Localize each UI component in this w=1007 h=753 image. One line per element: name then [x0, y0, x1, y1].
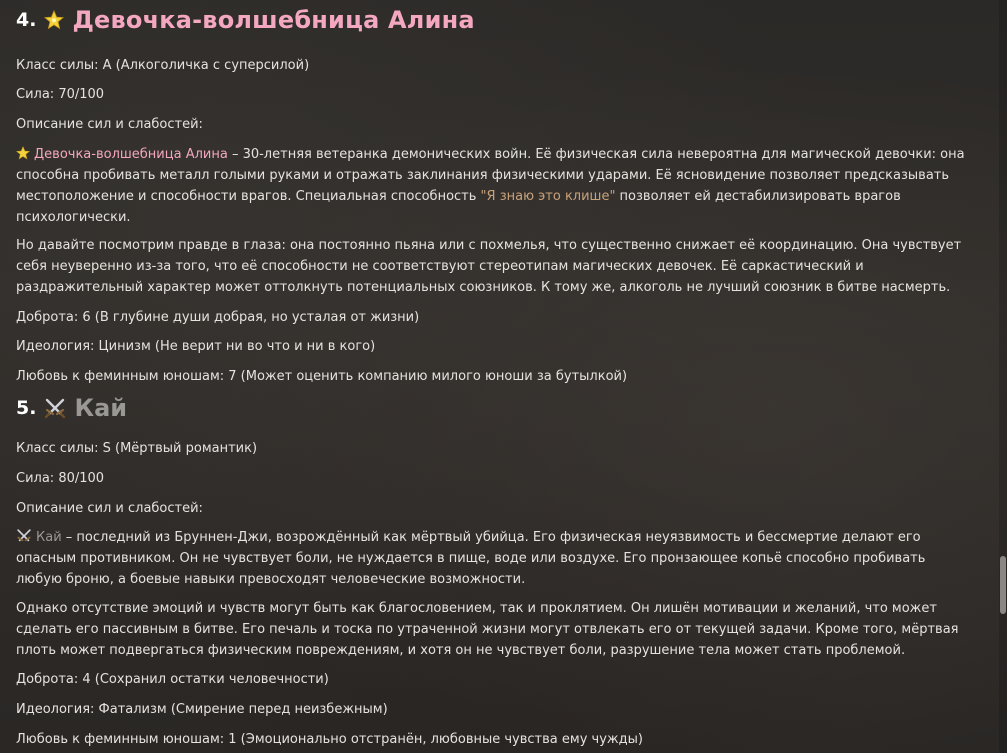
power-class: Класс силы: A (Алкоголичка с суперсилой)	[16, 58, 310, 73]
description-heading: Описание сил и слабостей:	[16, 117, 203, 132]
crossed-swords-icon	[44, 397, 66, 419]
character-heading-4	[16, 6, 475, 34]
description-paragraph-1	[16, 144, 971, 228]
character-name-inline: Кай	[36, 530, 62, 545]
scrollbar-track[interactable]	[999, 0, 1007, 753]
description-text: – 30-летняя ветеранка демонических войн. Её физическая сила невероятна для магической девочки: она способна пробивать металл голыми руками и отражать заклинания физическими ударами. Её ясновидение позволяет предсказывать местоположение и способности врагов. Специальная способность	[16, 147, 965, 204]
power-class: Класс силы: S (Мёртвый романтик)	[16, 441, 258, 456]
description-paragraph-1	[16, 527, 971, 590]
character-name: Девочка-волшебница Алина	[72, 6, 475, 34]
scrollbar-thumb[interactable]	[1000, 556, 1006, 614]
ability-quote: "Я знаю это клише"	[480, 189, 616, 204]
description-text: – последний из Бруннен-Джи, возрождённый как мёртвый убийца. Его физическая неуязвимость и бессмертие делают его опасным противником. Он не чувствует боли, не нуждается в пище, воде или воздухе. Его пронзающее копьё способно пробивать любую броню, а боевые навыки превосходят человеческие возможности.	[16, 530, 926, 587]
description-heading: Описание сил и слабостей:	[16, 501, 203, 516]
crossed-swords-icon	[16, 528, 32, 544]
character-name: Кай	[74, 394, 128, 422]
character-name-inline: Девочка-волшебница Алина	[34, 147, 228, 162]
strength: Сила: 80/100	[16, 471, 105, 486]
character-heading-5	[16, 394, 127, 422]
description-paragraph-2: Однако отсутствие эмоций и чувств могут быть как благословением, так и проклятием. Он лишён мотивации и желаний, что может сделать его пассивным в битве. Его печаль и тоска по утраченной жизни могут отвлекать его от текущей задачи. Кроме того, мёртвая плоть может подвергаться физическим повреждениям, и хотя он не чувствует боли, разрушение тела может стать проблемой.	[16, 601, 959, 658]
description-text-end: позволяет ей дестабилизировать врагов психологически.	[16, 189, 901, 225]
love-stat: Любовь к феминным юношам: 7 (Может оценить компанию милого юноши за бутылкой)	[16, 369, 628, 384]
strength: Сила: 70/100	[16, 87, 105, 102]
kindness: Доброта: 6 (В глубине души добрая, но усталая от жизни)	[16, 310, 420, 325]
ideology: Идеология: Цинизм (Не верит ни во что и ни в кого)	[16, 339, 376, 354]
star-icon	[44, 10, 64, 30]
kindness: Доброта: 4 (Сохранил остатки человечности)	[16, 672, 329, 687]
character-number: 4.	[16, 9, 37, 31]
description-paragraph-2: Но давайте посмотрим правде в глаза: она постоянно пьяна или с похмелья, что существенно снижает её координацию. Она чувствует себя неуверенно из-за того, что её способности не соответствуют стереотипам магических девочек. Её саркастический и раздражительный характер может оттолкнуть потенциальных союзников. К тому же, алкоголь не лучший союзник в битве насмерть.	[16, 238, 962, 295]
ideology: Идеология: Фатализм (Смирение перед неизбежным)	[16, 702, 388, 717]
star-icon	[16, 146, 30, 160]
character-number: 5.	[16, 397, 37, 419]
love-stat: Любовь к феминным юношам: 1 (Эмоционально отстранён, любовные чувства ему чужды)	[16, 732, 643, 747]
